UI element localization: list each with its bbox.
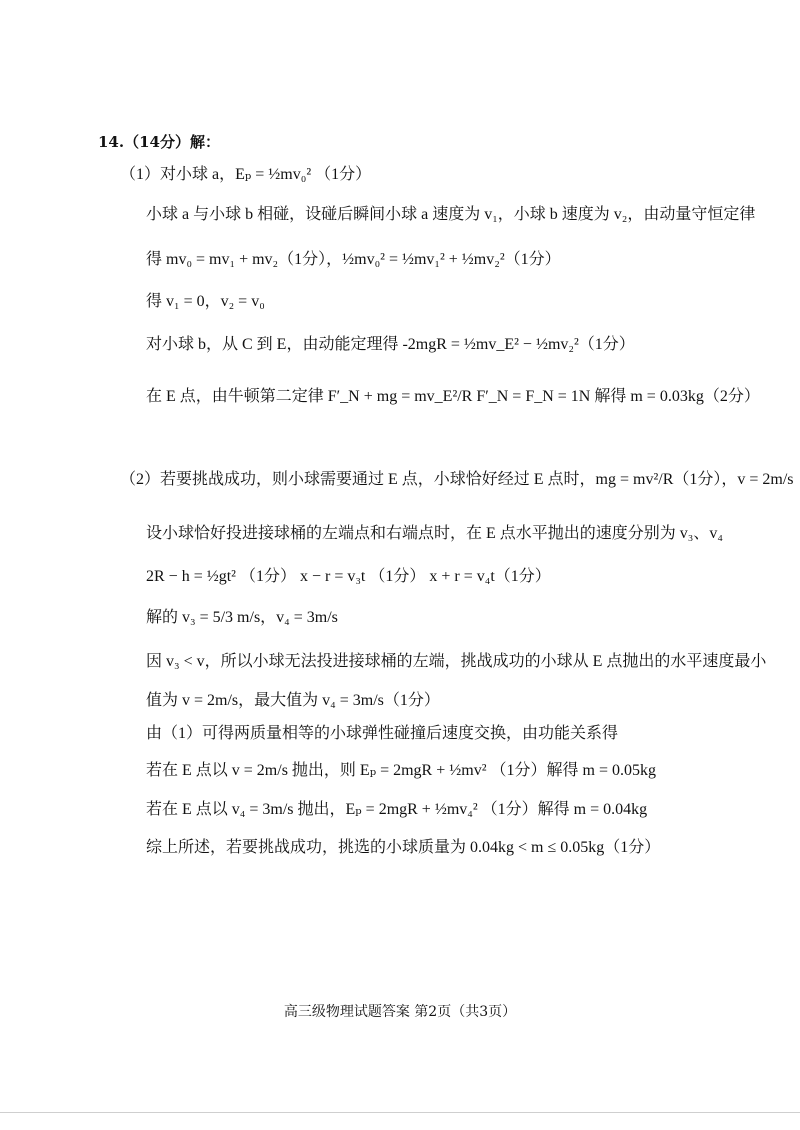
part2-line-8: 若在 E 点以 v = 2m/s 抛出，则 Eₚ = 2mgR + ½mv² （1分）解得 m = 0.05kg [146, 762, 656, 779]
part1-line-3: 得 mv₀ = mv₁ + mv₂（1分），½mv₀² = ½mv₁² + ½mv₂²（1分） [146, 251, 561, 268]
question-header: 14.（14分）解： [98, 133, 220, 151]
part1-line-1: （1）对小球 a，Eₚ = ½mv₀² （1分） [120, 166, 372, 183]
part2-line-3: 2R − h = ½gt² （1分） x − r = v₃t （1分） x + r = v₄t（1分） [146, 568, 551, 585]
part2-line-6: 值为 v = 2m/s，最大值为 v₄ = 3m/s（1分） [146, 692, 440, 709]
part2-line-2: 设小球恰好投进接球桶的左端点和右端点时，在 E 点水平抛出的速度分别为 v₃、v₄ [146, 525, 723, 542]
part1-line-6: 在 E 点，由牛顿第二定律 F′_N + mg = mv_E²/R F′_N = F_N = 1N 解得 m = 0.03kg（2分） [146, 388, 760, 405]
part2-line-1: （2）若要挑战成功，则小球需要通过 E 点，小球恰好经过 E 点时，mg = mv²/R（1分），v = 2m/s [120, 471, 794, 488]
page-footer: 高三级物理试题答案 第2页（共3页） [283, 1004, 517, 1020]
part2-line-10: 综上所述，若要挑战成功，挑选的小球质量为 0.04kg < m ≤ 0.05kg（1分） [146, 839, 661, 856]
part1-line-4: 得 v₁ = 0，v₂ = v₀ [146, 293, 265, 310]
part2-line-4: 解的 v₃ = 5/3 m/s，v₄ = 3m/s [146, 609, 338, 626]
part1-line-2: 小球 a 与小球 b 相碰，设碰后瞬间小球 a 速度为 v₁，小球 b 速度为 v₂，由动量守恒定律 [146, 206, 756, 223]
part2-line-5: 因 v₃ < v，所以小球无法投进接球桶的左端，挑战成功的小球从 E 点抛出的水平速度最小 [146, 653, 767, 670]
part2-line-7: 由（1）可得两质量相等的小球弹性碰撞后速度交换，由功能关系得 [146, 725, 619, 742]
part2-line-9: 若在 E 点以 v₄ = 3m/s 抛出，Eₚ = 2mgR + ½mv₄² （1分）解得 m = 0.04kg [146, 801, 648, 818]
scan-edge-line [0, 1112, 800, 1113]
part1-line-5: 对小球 b，从 C 到 E，由动能定理得 -2mgR = ½mv_E² − ½mv₂²（1分） [146, 336, 635, 353]
